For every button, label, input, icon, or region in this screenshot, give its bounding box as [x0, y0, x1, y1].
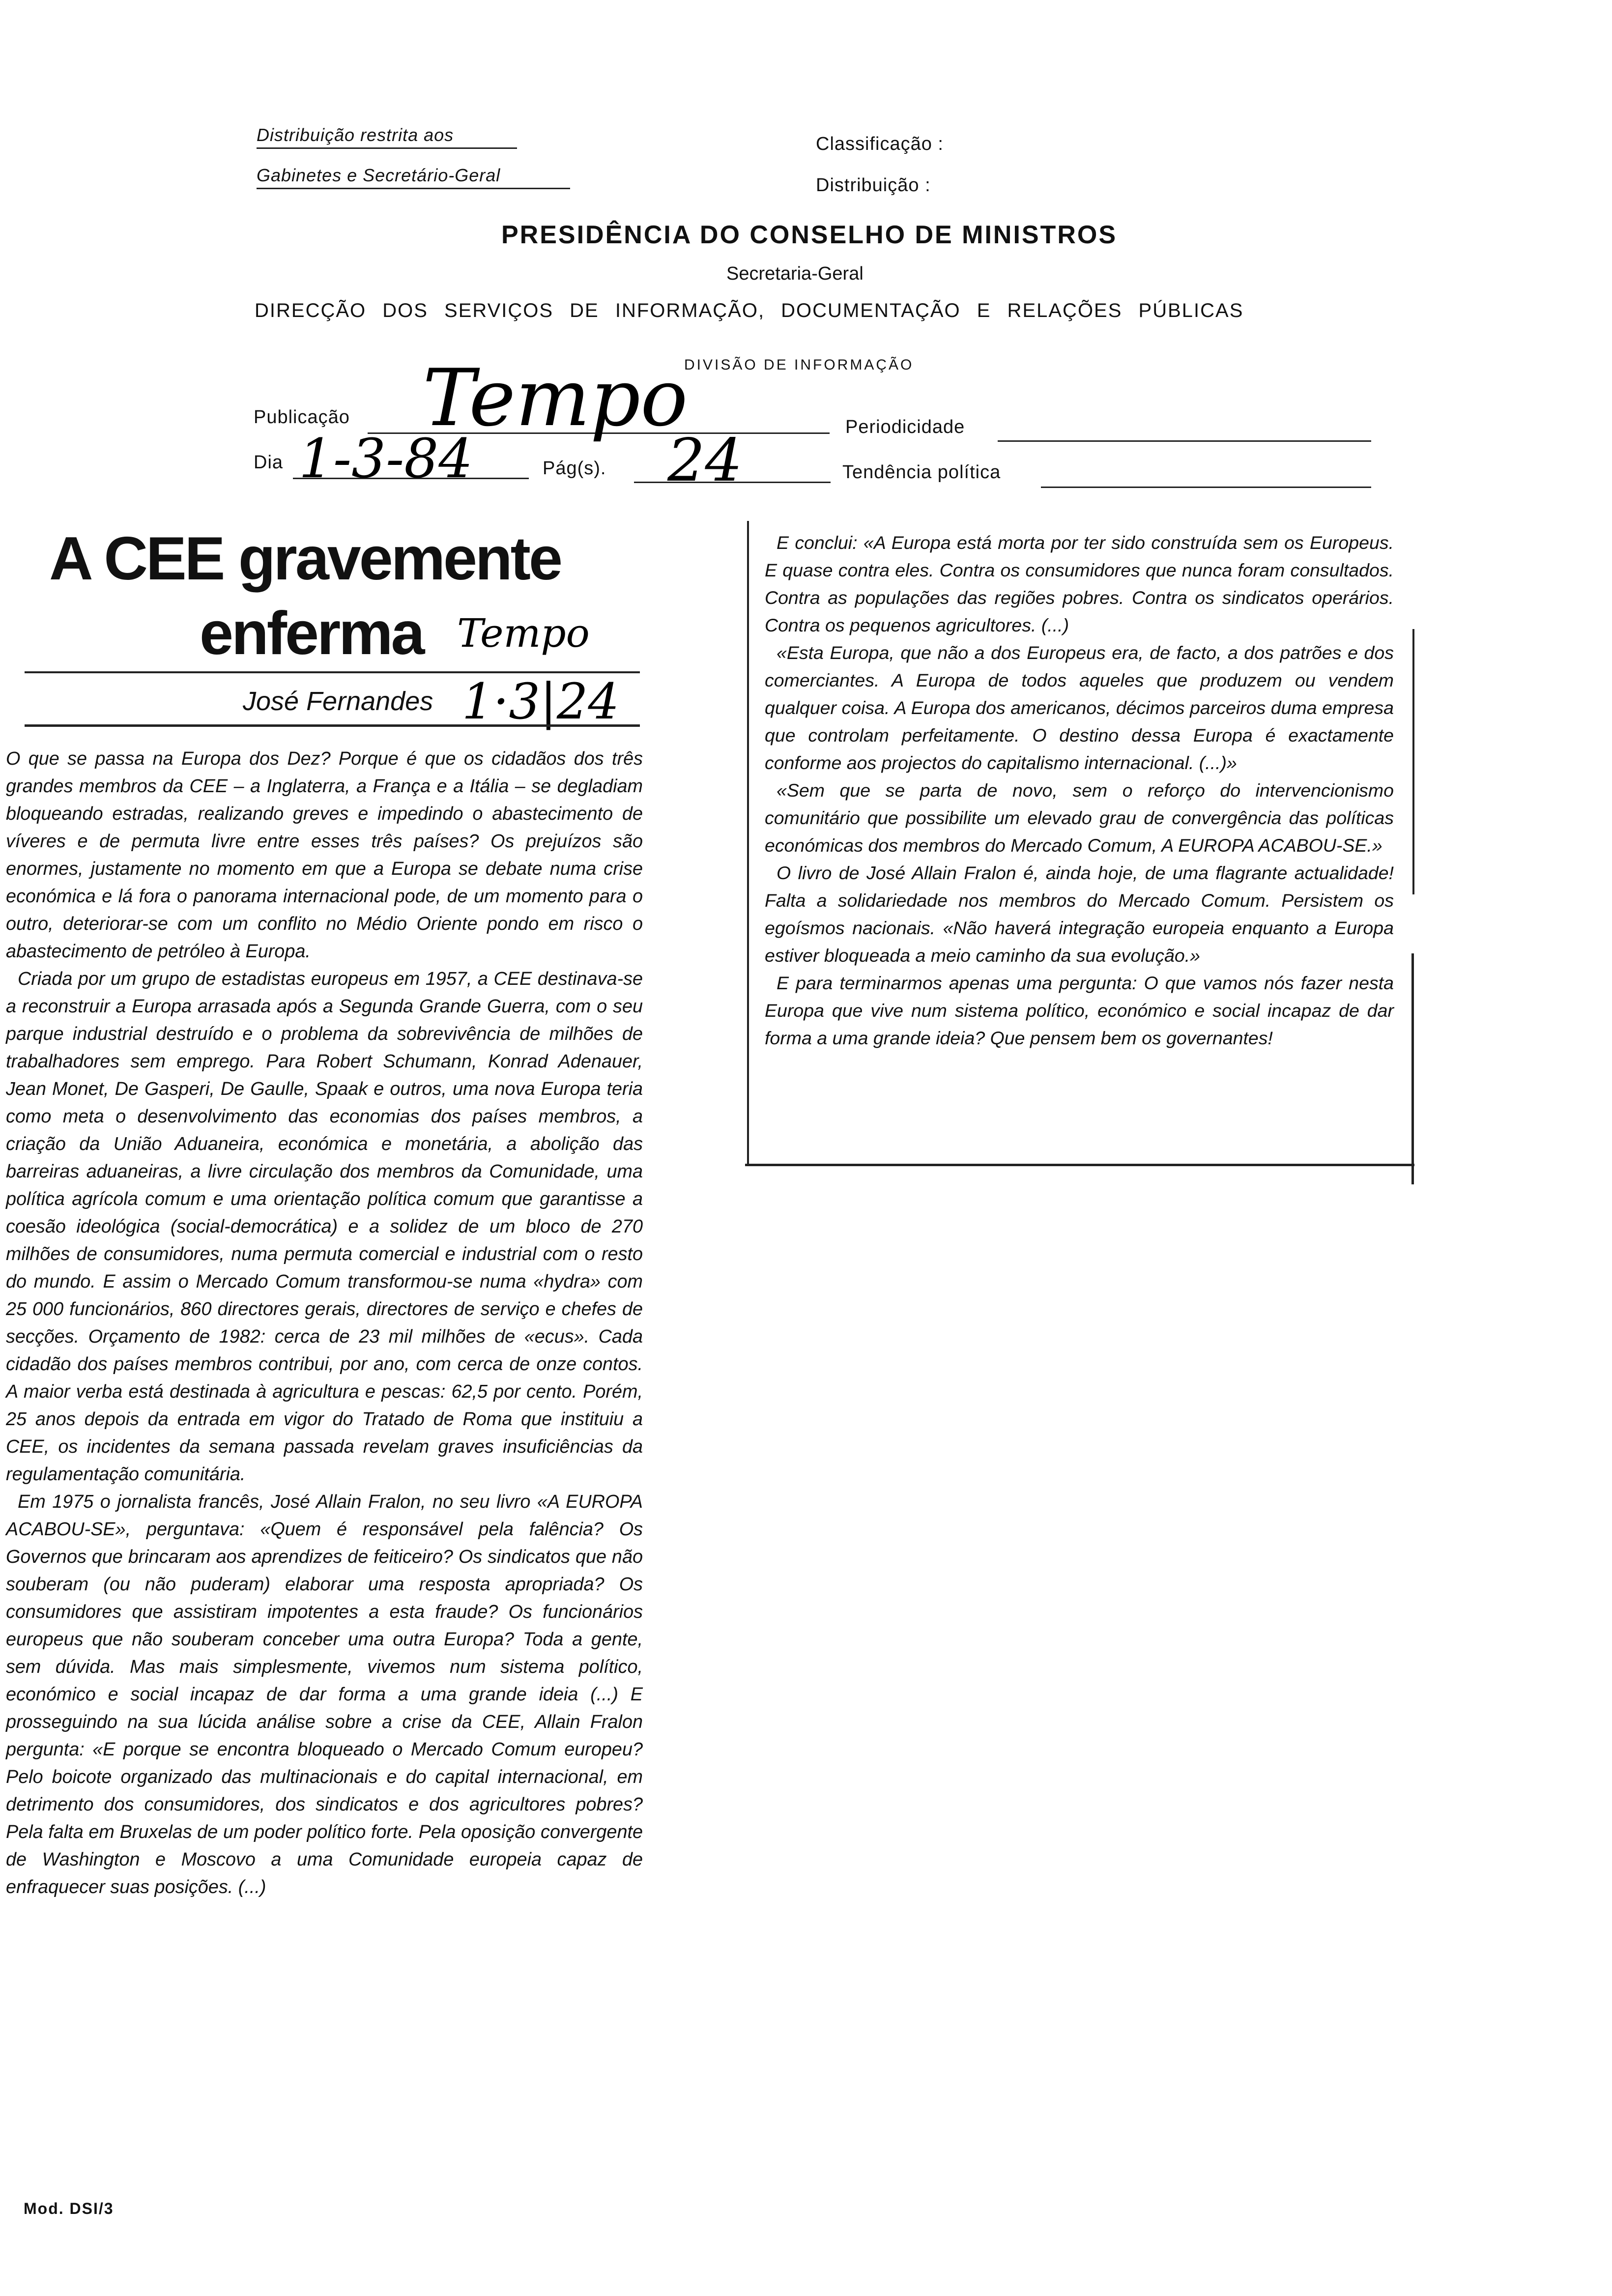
- article-title-line1: A CEE gravemente: [49, 525, 561, 593]
- article-paragraph: Criada por um grupo de estadistas europeus em 1957, a CEE destinava-se a reconstruir a Europa arrasada após a Segunda Grande Guerra, com o seu parque industrial destruído e o problema da sobrevivência de milhões de trabalhadores sem emprego. Para Robert Schumann, Konrad Adenauer, Jean Monet, De Gasperi, De Gaulle, Spaak e outros, uma nova Europa teria como meta o desenvolvimento das economias dos países membros, a criação da União Aduaneira, económica e monetária, a abolição das barreiras aduaneiras, a livre circulação dos membros da Comunidade, uma política agrícola comum e uma orientação política comum que garantisse a coesão ideológica (social-democrática) e a solidez de um bloco de 270 milhões de consumidores, numa permuta comercial e industrial com o resto do mundo. E assim o Mercado Comum transformou-se numa «hydra» com 25 000 funcionários, 860 directores gerais, directores de serviço e chefes de secções. Orçamento de 1982: cerca de 23 mil milhões de «ecus». Cada cidadão dos países membros contribui, por ano, com cerca de onze contos. A maior verba está destinada à agricultura e pescas: 62,5 por cento. Porém, 25 anos depois da entrada em vigor do Tratado de Roma que instituiu a CEE, os incidentes da semana passada revelam graves insuficiências da regulamentação comunitária.: [6, 969, 643, 1485]
- publication-value: Tempo: [423, 352, 688, 444]
- article-right-column: [765, 529, 1394, 1052]
- author-annotation: 1·3|24: [462, 673, 619, 730]
- political-tendency-label: Tendência política: [842, 462, 1001, 483]
- article-paragraph: «Sem que se parta de novo, sem o reforço do intervencionismo comunitário que possibilite um elevado grau de convergência das políticas económicas dos membros do Mercado Comum, A EUROPA ACABOU-SE.»: [765, 780, 1394, 856]
- periodicity-field-line: [998, 440, 1371, 442]
- article-left-column: [6, 745, 643, 1901]
- classification-label: Classificação :: [816, 134, 944, 154]
- author-rule: [25, 724, 640, 727]
- title-annotation: Tempo: [457, 610, 590, 656]
- day-label: Dia: [254, 452, 284, 473]
- article-paragraph: «Esta Europa, que não a dos Europeus era, de facto, a dos patrões e dos comerciantes. A Europa de todos aqueles que produzem ou vendem qualquer coisa. A Europa dos americanos, décimos parceiros duma empresa que controlam perfeitamente. O destino dessa Europa é exactamente conforme aos projectos do capitalismo internacional. (...)»: [765, 642, 1394, 773]
- distribution-restricted-line2: Gabinetes e Secretário-Geral: [257, 165, 570, 189]
- directorate-label: DIRECÇÃO DOS SERVIÇOS DE INFORMAÇÃO, DOCUMENTAÇÃO E RELAÇÕES PÚBLICAS: [255, 300, 1244, 321]
- right-box-side: [1411, 953, 1414, 1184]
- right-column-divider: [747, 521, 749, 1165]
- article-paragraph: E conclui: «A Europa está morta por ter sido construída sem os Europeus. E quase contra eles. Contra os consumidores que nunca foram consultados. Contra as populações das regiões pobres. Contra os sindicatos operários. Contra os pequenos agricultores. (...): [765, 532, 1394, 635]
- distribution-label: Distribuição :: [816, 175, 931, 196]
- day-value: 1-3-84: [299, 427, 473, 490]
- article-title-line2: enferma: [200, 600, 423, 667]
- form-code: Mod. DSI/3: [24, 2200, 114, 2217]
- right-box-bottom: [745, 1164, 1414, 1166]
- article-paragraph: O livro de José Allain Fralon é, ainda hoje, de uma flagrante actualidade! Falta a solidariedade nos membros do Mercado Comum. Persistem os egoísmos nacionais. «Não haverá integração europeia enquanto a Europa estiver bloqueada a meio caminho da sua evolução.»: [765, 862, 1394, 966]
- political-tendency-field-line: [1041, 487, 1371, 488]
- distribution-restricted-line1: Distribuição restrita aos: [257, 125, 517, 149]
- division-label: DIVISÃO DE INFORMAÇÃO: [684, 357, 914, 373]
- article-paragraph: E para terminarmos apenas uma pergunta: O que vamos nós fazer nesta Europa que vive num sistema político, económico e social incapaz de dar forma a uma grande ideia? Que pensem bem os governantes!: [765, 973, 1394, 1048]
- publication-label: Publicação: [254, 407, 350, 428]
- right-column-margin-line: [1412, 629, 1414, 894]
- pages-label: Pág(s).: [543, 458, 606, 479]
- periodicity-label: Periodicidade: [845, 417, 965, 437]
- secretariat-label: Secretaria-Geral: [726, 263, 864, 284]
- article-author: José Fernandes: [243, 687, 433, 716]
- pages-value: 24: [667, 427, 743, 495]
- institution-title: PRESIDÊNCIA DO CONSELHO DE MINISTROS: [501, 221, 1118, 249]
- article-paragraph: O que se passa na Europa dos Dez? Porque é que os cidadãos dos três grandes membros da CEE – a Inglaterra, a França e a Itália – se degladiam bloqueando estradas, realizando greves e impedindo o abastecimento de víveres e de permuta livre entre esses três países? Os prejuízos são enormes, justamente no momento em que a Europa se debate numa crise económica e lá fora o panorama internacional pode, de um momento para o outro, deteriorar-se com um conflito no Médio Oriente pondo em risco o abastecimento de petróleo à Europa.: [6, 748, 643, 962]
- article-paragraph: Em 1975 o jornalista francês, José Allain Fralon, no seu livro «A EUROPA ACABOU-SE», perguntava: «Quem é responsável pela falência? Os Governos que brincaram aos aprendizes de feiticeiro? Os sindicatos que não souberam (ou não puderam) elaborar uma resposta apropriada? Os consumidores que assistiram impotentes a esta fraude? Os funcionários europeus que não souberam conceber uma outra Europa? Toda a gente, sem dúvida. Mas mais simplesmente, vivemos num sistema político, económico e social incapaz de dar forma a uma grande ideia (...) E prosseguindo na sua lúcida análise sobre a crise da CEE, Allain Fralon pergunta: «E porque se encontra bloqueado o Mercado Comum europeu? Pelo boicote organizado das multinacionais e do capital internacional, em detrimento dos consumidores, dos sindicatos e dos agricultores pobres? Pela falta em Bruxelas de um poder político forte. Pela oposição convergente de Washington e Moscovo a uma Comunidade europeia capaz de enfraquecer suas posições. (...): [6, 1492, 643, 1897]
